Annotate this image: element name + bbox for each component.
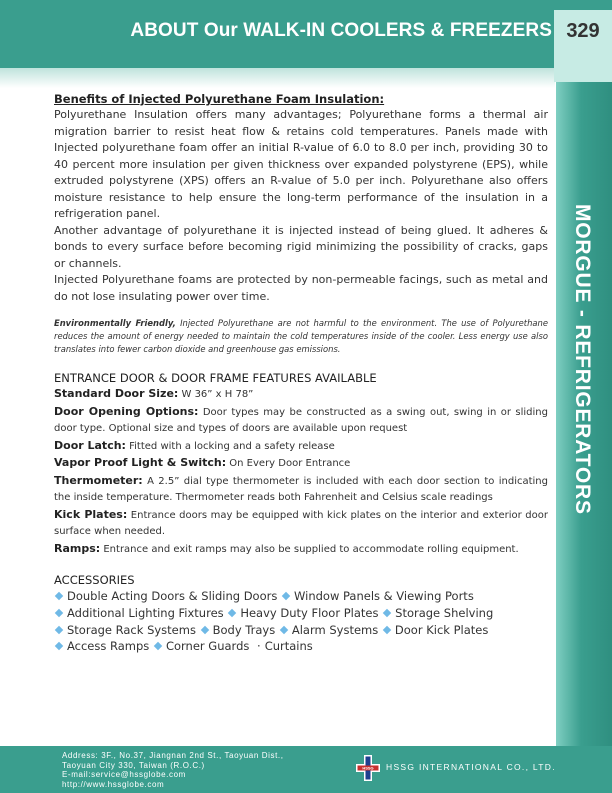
- main-content: [54, 92, 548, 655]
- accessories-list: [54, 588, 548, 655]
- footer-address: [62, 751, 284, 789]
- accessory-item: [54, 606, 224, 620]
- benefits-paragraph-2: Another advantage of polyurethane it is injected instead of being glued. It adheres & bonds to every surface before becoming rigid minimizing the possibility of cracks, gaps or channels.: [54, 223, 548, 270]
- feature-text: Fitted with a locking and a safety release: [125, 440, 335, 452]
- accessory-label: Access Ramps: [67, 639, 150, 654]
- category-sidebar: [556, 82, 612, 746]
- diamond-bullet-icon: [383, 625, 391, 633]
- feature-light-switch: [54, 455, 548, 473]
- feature-kick-plates: [54, 507, 548, 541]
- accessory-label: Window Panels & Viewing Ports: [294, 589, 474, 603]
- page-number-box: [554, 10, 612, 82]
- benefits-heading: Benefits of Injected Polyurethane Foam Insulation:: [54, 92, 385, 106]
- accessory-item: [281, 589, 474, 603]
- feature-label: Door Opening Options:: [54, 404, 199, 418]
- diamond-bullet-icon: [280, 625, 288, 633]
- svg-text:HSSG: HSSG: [362, 765, 374, 771]
- diamond-bullet-icon: [154, 642, 162, 650]
- entrance-heading: ENTRANCE DOOR & DOOR FRAME FEATURES AVAILABLE: [54, 371, 377, 385]
- diamond-bullet-icon: [55, 609, 63, 617]
- accessory-item: [253, 639, 313, 653]
- diamond-bullet-icon: [383, 609, 391, 617]
- accessory-item: [200, 623, 276, 637]
- accessory-item: [382, 606, 493, 620]
- accessories-heading: ACCESSORIES: [54, 573, 135, 587]
- accessory-label: Curtains: [264, 639, 313, 654]
- accessory-label: Double Acting Doors & Sliding Doors: [67, 589, 278, 603]
- website-link[interactable]: http://www.hssglobe.com: [62, 779, 165, 789]
- accessory-label: Corner Guards: [165, 639, 250, 654]
- feature-label: Ramps:: [54, 541, 101, 555]
- accessory-label: Body Trays: [212, 622, 276, 637]
- email-link[interactable]: E-mail:service@hssglobe.com: [62, 770, 186, 779]
- environment-note-lead: Environmentally Friendly,: [54, 318, 176, 328]
- accessory-item: [279, 623, 378, 637]
- feature-label: Kick Plates:: [54, 507, 128, 521]
- footer-bar: [0, 746, 612, 793]
- feature-text: Door types may be constructed as a swing out, swing in or sliding door type. Optional size and types of doors are available upon request: [54, 406, 548, 434]
- diamond-bullet-icon: [55, 625, 63, 633]
- diamond-bullet-icon: [228, 609, 236, 617]
- accessory-label: Storage Rack Systems: [67, 622, 196, 637]
- accessory-label: Door Kick Plates: [394, 622, 489, 637]
- feature-ramps: [54, 541, 548, 559]
- feature-text: A 2.5” dial type thermometer is included with each door section to indicating the inside temperature. Thermometer reads both Fahrenheit and Celsius scale readings: [54, 475, 548, 503]
- feature-text: Entrance doors may be equipped with kick plates on the interior and exterior door surface when needed.: [54, 509, 548, 537]
- feature-text: Entrance and exit ramps may also be supplied to accommodate rolling equipment.: [100, 543, 519, 555]
- address-line-2: Taoyuan City 330, Taiwan (R.O.C.): [62, 760, 205, 770]
- category-label: MORGUE - REFRIGERATORS: [571, 204, 594, 515]
- feature-label: Vapor Proof Light & Switch:: [54, 456, 227, 469]
- diamond-bullet-icon: [55, 642, 63, 650]
- diamond-bullet-icon: [282, 592, 290, 600]
- feature-text: On Every Door Entrance: [226, 458, 351, 469]
- accessory-item: [54, 639, 149, 653]
- accessory-label: Alarm Systems: [291, 622, 379, 637]
- accessory-item: [153, 639, 249, 653]
- page-number: 329: [566, 20, 600, 42]
- feature-label: Thermometer:: [54, 473, 143, 487]
- accessory-item: [382, 623, 488, 637]
- hssg-logo-icon: [356, 755, 380, 781]
- feature-label: Standard Door Size:: [54, 387, 179, 400]
- address-line-1: Address: 3F., No.37, Jiangnan 2nd St., Taoyuan Dist.,: [62, 751, 284, 760]
- dot-bullet-icon: ·: [257, 639, 261, 654]
- accessory-label: Heavy Duty Floor Plates: [240, 605, 379, 620]
- accessory-item: [54, 623, 196, 637]
- environment-note-text: Injected Polyurethane are not harmful to the environment. The use of Polyurethane reduces the amount of energy needed to maintain the cold temperatures inside of the cooler. Less energy use also translates into fewer carbon dioxide and greenhouse gas emissions.: [54, 318, 548, 354]
- accessory-label: Storage Shelving: [395, 605, 494, 620]
- feature-thermometer: [54, 473, 548, 507]
- diamond-bullet-icon: [200, 625, 208, 633]
- feature-door-opening: [54, 404, 548, 438]
- benefits-paragraph-1: Polyurethane Insulation offers many advantages; Polyurethane forms a thermal air migration barrier to resist heat flow & retains cold temperatures. Panels made with Injected polyurethane foam offer an initial R-value of 6.0 to 8.0 per inch, providing 30 to 40 percent more insulation per given thickness over expanded polystyrene (EPS), while extruded polystyrene (XPS) offers an R-value of 5.0 per inch. Polyurethane also offers moisture resistance to help ensure the long-term performance of the insulation in a refrigeration panel.: [54, 108, 548, 220]
- accessory-label: Additional Lighting Fixtures: [67, 605, 224, 620]
- diamond-bullet-icon: [55, 592, 63, 600]
- benefits-paragraph-3: Injected Polyurethane foams are protected by non-permeable facings, such as metal and do not lose insulating power over time.: [54, 273, 548, 303]
- feature-door-size: [54, 386, 548, 404]
- feature-door-latch: [54, 438, 548, 456]
- accessory-item: [227, 606, 378, 620]
- accessory-item: [54, 589, 277, 603]
- header-fade: [0, 68, 555, 88]
- feature-text: W 36” x H 78”: [178, 389, 254, 400]
- page-title: ABOUT Our WALK-IN COOLERS & FREEZERS: [130, 20, 552, 41]
- environment-note: [54, 317, 548, 356]
- feature-label: Door Latch:: [54, 438, 126, 452]
- company-name: HSSG INTERNATIONAL CO., LTD.: [386, 762, 556, 772]
- header-bar: [0, 0, 612, 68]
